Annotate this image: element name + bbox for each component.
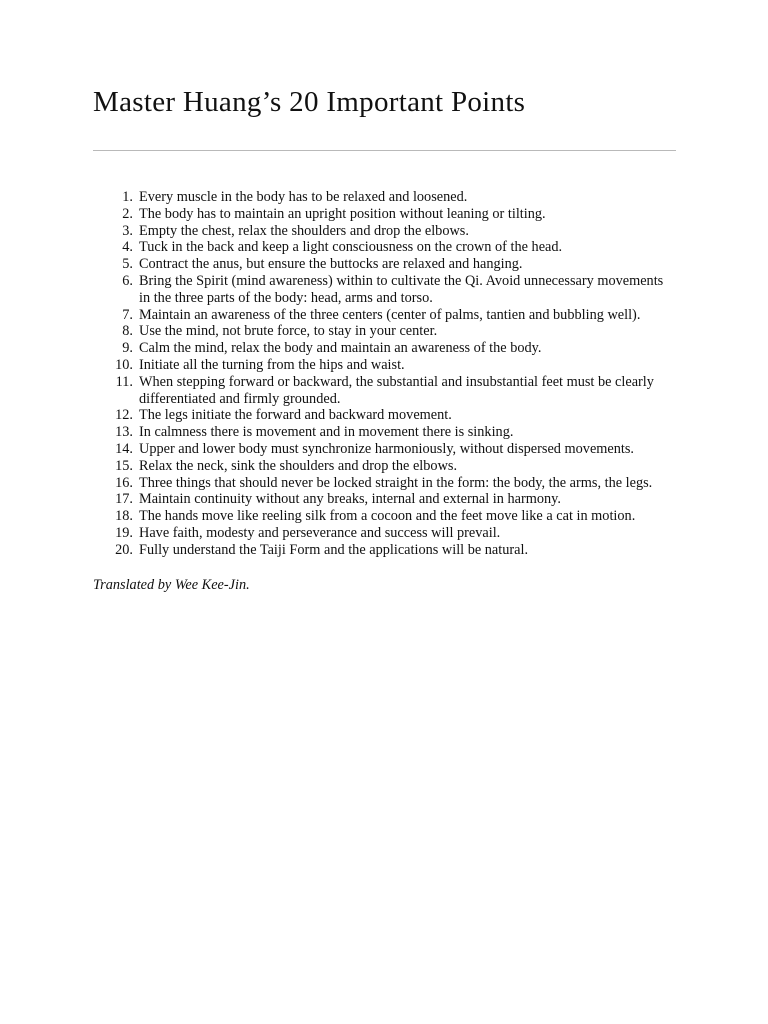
list-item — [93, 206, 668, 223]
list-item — [93, 508, 668, 525]
list-item-text: Contract the anus, but ensure the buttocks are relaxed and hanging. — [139, 256, 523, 273]
list-item-number: 2. — [122, 205, 133, 222]
list-item-number: 18. — [115, 508, 133, 525]
list-item-text: Every muscle in the body has to be relaxed and loosened. — [139, 189, 468, 205]
list-item-number: 14. — [115, 440, 133, 457]
list-item-number: 1. — [122, 189, 133, 205]
list-item-number: 8. — [122, 323, 133, 340]
list-item-text: Bring the Spirit (mind awareness) within to cultivate the Qi. Avoid unnecessary movements in the three parts of the body: head, arms and torso. — [139, 272, 664, 306]
list-item-number: 11. — [115, 373, 133, 390]
list-item-text: Empty the chest, relax the shoulders and drop the elbows. — [139, 222, 469, 239]
list-item-number: 13. — [115, 424, 133, 441]
page-title: Master Huang’s 20 Important Points — [93, 86, 526, 118]
list-item-text: Initiate all the turning from the hips and waist. — [139, 356, 405, 373]
list-item — [93, 223, 668, 240]
list-item-text: The hands move like reeling silk from a cocoon and the feet move like a cat in motion. — [139, 508, 636, 525]
list-item-text: Maintain continuity without any breaks, internal and external in harmony. — [139, 491, 561, 508]
list-item-number: 10. — [115, 356, 133, 373]
list-item — [93, 424, 668, 441]
list-item — [93, 323, 668, 340]
list-item — [93, 239, 668, 256]
list-item-text: Have faith, modesty and perseverance and success will prevail. — [139, 524, 501, 541]
list-item-number: 12. — [115, 407, 133, 424]
list-item — [93, 525, 668, 542]
list-item — [93, 307, 668, 324]
list-item-text: When stepping forward or backward, the substantial and insubstantial feet must be clearly differentiated and firmly grounded. — [139, 373, 654, 407]
points-list — [93, 189, 668, 559]
list-item-text: The body has to maintain an upright position without leaning or tilting. — [139, 205, 546, 222]
list-item-text: Three things that should never be locked straight in the form: the body, the arms, the legs. — [139, 474, 653, 491]
list-item-text: Fully understand the Taiji Form and the applications will be natural. — [139, 541, 529, 558]
list-item-text: Relax the neck, sink the shoulders and drop the elbows. — [139, 457, 458, 474]
list-item — [93, 374, 668, 408]
list-item-number: 16. — [115, 474, 133, 491]
list-item-number: 6. — [122, 272, 133, 289]
list-item-number: 17. — [115, 491, 133, 508]
list-item-number: 15. — [115, 457, 133, 474]
list-item — [93, 542, 668, 559]
title-divider — [93, 150, 676, 151]
list-item — [93, 441, 668, 458]
list-item — [93, 256, 668, 273]
list-item — [93, 491, 668, 508]
list-item-number: 19. — [115, 524, 133, 541]
list-item — [93, 273, 668, 307]
list-item-text: Upper and lower body must synchronize harmoniously, without dispersed movements. — [139, 440, 635, 457]
list-item-text: In calmness there is movement and in movement there is sinking. — [139, 424, 514, 441]
list-item-text: The legs initiate the forward and backward movement. — [139, 407, 452, 424]
list-item-text: Use the mind, not brute force, to stay in your center. — [139, 323, 438, 340]
list-item-text: Tuck in the back and keep a light consciousness on the crown of the head. — [139, 239, 563, 256]
list-item — [93, 357, 668, 374]
list-item — [93, 458, 668, 475]
list-item-number: 7. — [122, 306, 133, 323]
list-item-text: Maintain an awareness of the three centers (center of palms, tantien and bubbling well). — [139, 306, 641, 323]
list-item-number: 20. — [115, 541, 133, 558]
translation-credit: Translated by Wee Kee-Jin. — [93, 577, 250, 593]
list-item — [93, 340, 668, 357]
list-item — [93, 407, 668, 424]
list-item-text: Calm the mind, relax the body and maintain an awareness of the body. — [139, 340, 542, 357]
list-item — [93, 189, 668, 206]
list-item-number: 9. — [122, 340, 133, 357]
list-item — [93, 475, 668, 492]
list-item-number: 5. — [122, 256, 133, 273]
list-item-number: 3. — [122, 222, 133, 239]
list-item-number: 4. — [122, 239, 133, 256]
